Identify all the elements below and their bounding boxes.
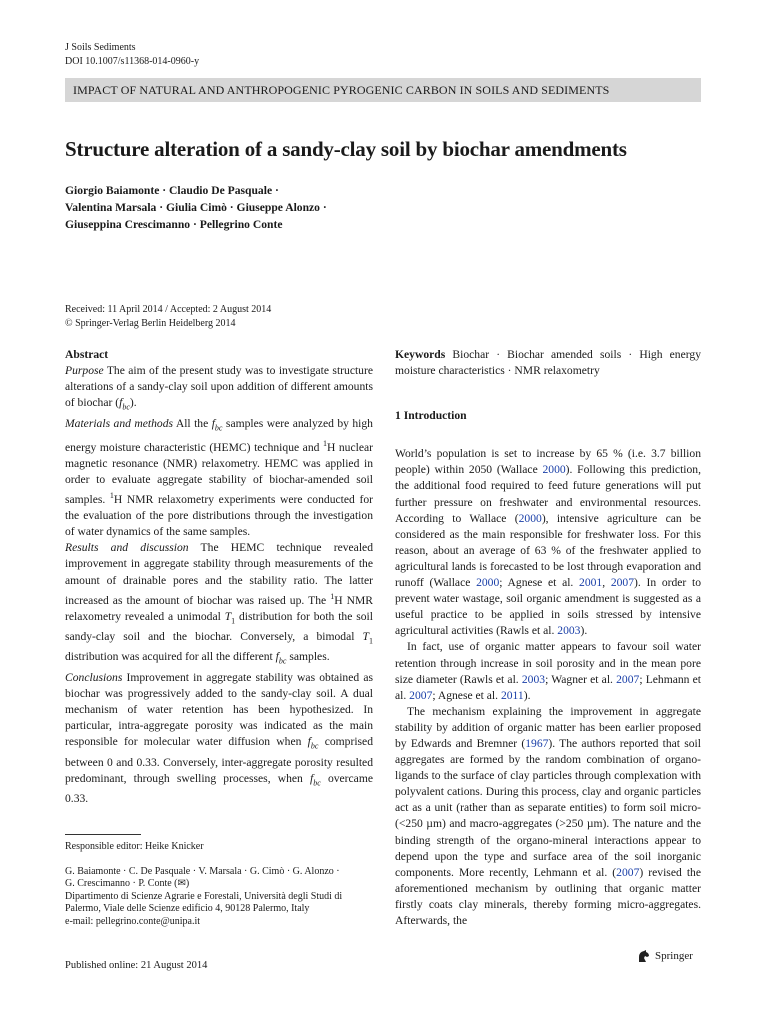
intro-paragraph-3: The mechanism explaining the improvement in aggregate stability by addition of organic matter has been earlier proposed by Edwards and Bremner (1967). The authors reported that soil aggregates are formed by the random combination of organo-ligands to the surface of clay particles through complexation with polyvalent cations. During this process, clay and organic particles act as a unit (rather than as separate entities) to form soil micro- (<250 µm) and macro-aggregates (>250 µm). The nature and the binding strength of the organo-mineral interactions appear to depend upon the type and surface area of the soil inorganic components. More recently, Lehmann et al. (2007) revised the aforementioned mechanism by outlining that organic matter firstly coats clay minerals, thereby forming micro-aggregates. Afterwards, the bbox=[395, 704, 701, 927]
affiliation-authors: G. Crescimanno · P. Conte (✉) bbox=[65, 878, 190, 890]
springer-knight-icon bbox=[636, 949, 652, 963]
article-title: Structure alteration of a sandy-clay soil by biochar amendments bbox=[65, 137, 627, 161]
citation-link[interactable]: 2003 bbox=[557, 624, 581, 638]
intro-paragraph-2: In fact, use of organic matter appears to favour soil water retention through increase in soil porosity and in the mean pore size diameter (Rawls et al. 2003; Wagner et al. 2007; Lehmann et al. 2007; Agnese et al. 2011). bbox=[395, 640, 702, 702]
section-banner: IMPACT OF NATURAL AND ANTHROPOGENIC PYROGENIC CARBON IN SOILS AND SEDIMENTS bbox=[65, 78, 701, 102]
abstract-heading: Abstract bbox=[65, 348, 109, 361]
journal-header bbox=[65, 41, 199, 69]
intro-paragraph-1: World’s population is set to increase by 65 % (i.e. 3.7 billion people) within 2050 (Wallace 2000). Following this prediction, the additional food required to feed future generations will put further pressure on freshwater and environmental resources. According to Wallace (2000), intensive agriculture can be considered as the main responsible for freshwater loss. For this reason, about an average of 63 % of the freshwater applied to agricultural lands is forecasted to be lost through evaporation and runoff (Wallace 2000; Agnese et al. 2001, 2007). In order to prevent water wastage, soil organic amendment is suggested as a useful practice to be applied in soils stressed by intensive agricultural activities (Rawls et al. 2003). bbox=[395, 447, 702, 638]
keywords: Keywords Biochar · Biochar amended soils · High energy moisture characteristics · NMR relaxometry bbox=[395, 348, 701, 378]
citation-link[interactable]: 2003 bbox=[521, 672, 546, 686]
affiliations bbox=[65, 866, 373, 928]
published-date: Published online: 21 August 2014 bbox=[65, 960, 208, 971]
citation-link[interactable]: 2007 bbox=[616, 865, 640, 879]
keywords-label: Keywords bbox=[395, 348, 446, 361]
right-column bbox=[395, 347, 701, 929]
footnote-divider bbox=[65, 834, 141, 835]
section-heading-introduction: 1 Introduction bbox=[395, 409, 467, 423]
journal-name: J Soils Sediments bbox=[65, 42, 136, 53]
citation-link[interactable]: 1967 bbox=[525, 736, 549, 750]
responsible-editor: Responsible editor: Heike Knicker bbox=[65, 841, 204, 852]
corresponding-email[interactable]: e-mail: pellegrino.conte@unipa.it bbox=[65, 915, 200, 927]
citation-link[interactable]: 2000 bbox=[518, 511, 542, 525]
affiliation-authors: G. Baiamonte · C. De Pasquale · V. Marsala · G. Cimò · G. Alonzo · bbox=[65, 866, 340, 877]
abstract-conclusions: Conclusions Improvement in aggregate stability was obtained as biochar was progressively added to the sandy-clay soil. A dual mechanism of water retention has been hypothesized. In particular, intra-aggregate porosity was indicated as the main responsible for molecular water diffusion when $f_{bc}$ comprised between 0 and 0.33. Conversely, inter-aggregate porosity resulted predominant, through swelling processes, when $f_{bc}$ overcame 0.33. bbox=[65, 670, 373, 806]
citation-link[interactable]: 2000 bbox=[542, 463, 566, 477]
publisher-name: Springer bbox=[655, 950, 693, 962]
abstract-purpose: Purpose The aim of the present study was to investigate structure alterations of a sandy-clay soil upon addition of different amounts of biochar $(f_{bc})$. bbox=[65, 364, 373, 412]
citation-link[interactable]: 2007 bbox=[616, 672, 640, 686]
author-line: Giuseppina Crescimanno · Pellegrino Conte bbox=[65, 218, 283, 231]
publisher-logo bbox=[636, 949, 693, 963]
author-line: Valentina Marsala · Giulia Cimò · Giuseppe Alonzo · bbox=[65, 201, 327, 214]
doi: DOI 10.1007/s11368-014-0960-y bbox=[65, 56, 200, 67]
conclusions-label: Conclusions bbox=[65, 670, 123, 684]
received-accepted: Received: 11 April 2014 / Accepted: 2 August 2014 bbox=[65, 304, 272, 315]
author-list bbox=[65, 182, 327, 233]
citation-link[interactable]: 2007 bbox=[409, 688, 433, 702]
citation-link[interactable]: 2007 bbox=[610, 576, 635, 590]
citation-link[interactable]: 2000 bbox=[476, 576, 500, 590]
author-line: Giorgio Baiamonte · Claudio De Pasquale · bbox=[65, 184, 279, 197]
methods-label: Materials and methods bbox=[65, 416, 174, 430]
copyright: © Springer-Verlag Berlin Heidelberg 2014 bbox=[65, 318, 236, 329]
abstract-results: Results and discussion The HEMC technique revealed improvement in aggregate stability through measurements of the amount of drainable pores and the stability ratio. The latter increased as the amount of biochar was raised up. The $^1$H NMR relaxometry revealed a unimodal $T_1$ distribution for both the soil sandy-clay soil and the biochar. Conversely, a bimodal $T_1$ distribution was acquired for all the different $f_{bc}$ samples. bbox=[65, 541, 374, 666]
abstract-methods: Materials and methods All the $f_{bc}$ samples were analyzed by high energy moisture characteristic (HEMC) technique and $^1$H nuclear magnetic resonance (NMR) relaxometry. HEMC was applied in order to evaluate aggregate stability of biochar-amended soil samples. $^1$H NMR relaxometry experiments were conducted for the evaluation of the pore distributions through the investigation of water dynamics of the same samples. bbox=[65, 416, 373, 539]
citation-link[interactable]: 2001 bbox=[579, 576, 603, 590]
abstract bbox=[65, 347, 373, 807]
citation-link[interactable]: 2011 bbox=[500, 688, 524, 702]
article-dates bbox=[65, 303, 271, 331]
purpose-label: Purpose bbox=[65, 364, 104, 378]
results-label: Results and discussion bbox=[65, 541, 189, 555]
affiliation-address: Dipartimento di Scienze Agrarie e Forestali, Università degli Studi di Palermo, Viale delle Scienze edificio 4, 90128 Palermo, Italy bbox=[65, 890, 343, 915]
